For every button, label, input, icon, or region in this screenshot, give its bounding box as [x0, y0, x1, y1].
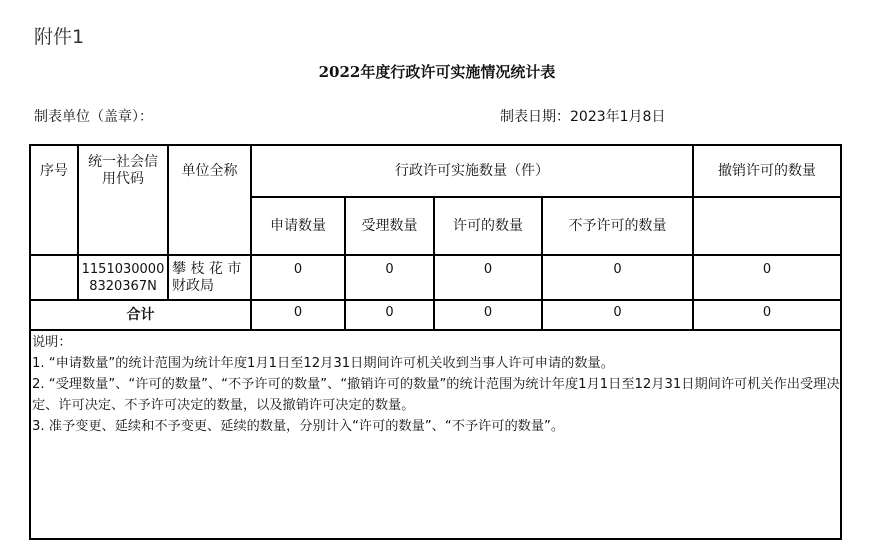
row-unit-name — [169, 256, 250, 299]
unit-name-line: 攀 枝 花 市 — [172, 260, 242, 277]
total-denied: 0 — [613, 304, 622, 320]
note-item: 1. “申请数量”的统计范围为统计年度1月1日至12月31日期间许可机关收到当事人许可申请的数量。 — [32, 356, 614, 371]
table-border-bottom — [29, 538, 842, 540]
total-applied: 0 — [293, 304, 303, 320]
issuing-unit-label: 制表单位（盖章）： — [34, 109, 153, 125]
total-label: 合计 — [126, 306, 155, 323]
header-permitted: 许可的数量 — [453, 217, 523, 234]
header-credit-code: 统一社会信用代码 — [88, 154, 158, 187]
attachment-label: 附件1 — [34, 26, 85, 48]
header-revoked: 撤销许可的数量 — [718, 162, 816, 179]
note-item: 2. “受理数量”、“许可的数量”、“不予许可的数量”、“撤销许可的数量”的统计范围为统计年度1月1日至12月31日期间许可机关作出受理决定、许可决定、不予许可决定的数量，以及撤销许可决定的数量。 — [32, 377, 840, 413]
row-permitted: 0 — [483, 262, 493, 277]
total-accepted: 0 — [385, 304, 394, 320]
table-border-left — [29, 144, 31, 540]
note-item: 3. 准予变更、延续和不予变更、延续的数量，分别计入“许可的数量”、“不予许可的数量”。 — [32, 419, 565, 434]
row-revoked: 0 — [762, 262, 772, 277]
report-title: 2022年度行政许可实施情况统计表 — [318, 63, 556, 81]
table-border-right — [840, 144, 842, 540]
notes-section — [32, 332, 840, 437]
header-accepted: 受理数量 — [361, 217, 418, 234]
total-revoked: 0 — [762, 304, 772, 320]
header-unit-name: 单位全称 — [181, 162, 238, 179]
header-denied: 不予许可的数量 — [568, 217, 667, 234]
notes-heading: 说明： — [32, 335, 72, 350]
header-applied: 申请数量 — [270, 217, 326, 234]
row-denied: 0 — [613, 262, 622, 277]
table-rule — [29, 329, 842, 331]
total-permitted: 0 — [483, 304, 493, 320]
unit-name-line: 财政局 — [172, 277, 214, 294]
row-seq — [31, 256, 77, 299]
row-credit-code — [79, 256, 167, 299]
credit-code-line: 8320367N — [89, 278, 157, 294]
header-implementation-group: 行政许可实施数量（件） — [395, 162, 549, 179]
header-seq: 序号 — [40, 162, 68, 179]
credit-code-line: 1151030000 — [81, 261, 165, 277]
row-applied: 0 — [293, 262, 303, 277]
report-date-label: 制表日期：2023年1月8日 — [500, 109, 666, 125]
row-accepted: 0 — [385, 262, 394, 277]
